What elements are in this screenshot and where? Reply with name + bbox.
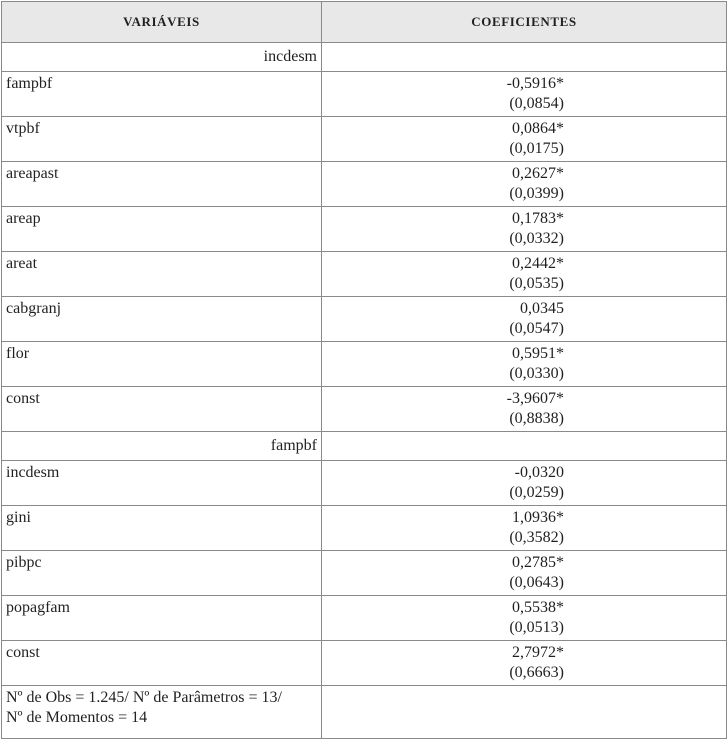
coefficient-value: -3,9607* (506, 390, 564, 407)
standard-error-value: (0,0332) (509, 230, 564, 247)
coefficient-cell (322, 297, 727, 342)
table-row (2, 117, 727, 162)
table-footer-row (2, 686, 727, 739)
coefficient-value: -0,5916* (506, 75, 564, 92)
coefficient-value: 0,2627* (512, 165, 564, 182)
coefficient-cell (322, 551, 727, 596)
table-row (2, 162, 727, 207)
coefficient-cell (322, 596, 727, 641)
variable-name: gini (2, 506, 322, 551)
section-equation-label: fampbf (2, 432, 322, 461)
variable-name: cabgranj (2, 297, 322, 342)
header-variables: VARIÁVEIS (2, 2, 322, 43)
coefficient-cell (322, 117, 727, 162)
sample-info-line-1: Nº de Obs = 1.245/ Nº de Parâmetros = 13/ (6, 689, 282, 706)
table-body (2, 43, 727, 686)
coefficient-value: 1,0936* (512, 509, 564, 526)
coefficient-value: 0,0345 (520, 300, 564, 317)
table-row (2, 252, 727, 297)
coefficient-value: 0,5951* (512, 345, 564, 362)
coefficient-value: 0,0864* (512, 120, 564, 137)
standard-error-value: (0,0854) (509, 95, 564, 112)
standard-error-value: (0,0175) (509, 140, 564, 157)
table-row (2, 207, 727, 252)
standard-error-value: (0,0330) (509, 365, 564, 382)
variable-name: flor (2, 342, 322, 387)
coefficient-cell (322, 342, 727, 387)
coefficient-cell (322, 461, 727, 506)
coefficient-cell (322, 506, 727, 551)
standard-error-value: (0,0513) (509, 619, 564, 636)
coefficient-cell (322, 207, 727, 252)
coefficient-value: 2,7972* (512, 644, 564, 661)
coefficient-cell (322, 252, 727, 297)
table-header-row (2, 2, 727, 43)
variable-name: areap (2, 207, 322, 252)
footer-empty-cell (322, 686, 727, 739)
variable-name: const (2, 641, 322, 686)
variable-name: fampbf (2, 72, 322, 117)
section-row (2, 43, 727, 72)
standard-error-value: (0,8838) (509, 410, 564, 427)
table-row (2, 596, 727, 641)
table-row (2, 551, 727, 596)
variable-name: pibpc (2, 551, 322, 596)
table-row (2, 72, 727, 117)
table-row (2, 297, 727, 342)
variable-name: vtpbf (2, 117, 322, 162)
variable-name: areapast (2, 162, 322, 207)
table-row (2, 342, 727, 387)
standard-error-value: (0,0547) (509, 320, 564, 337)
coefficient-cell (322, 387, 727, 432)
coefficient-cell (322, 72, 727, 117)
coefficient-value: 0,1783* (512, 210, 564, 227)
table-row (2, 387, 727, 432)
regression-table (1, 1, 727, 739)
coefficient-value: -0,0320 (514, 464, 564, 481)
variable-name: const (2, 387, 322, 432)
coefficient-value: 0,2442* (512, 255, 564, 272)
coefficient-value: 0,2785* (512, 554, 564, 571)
variable-name: incdesm (2, 461, 322, 506)
sample-info-note (2, 686, 322, 739)
header-coefficients: COEFICIENTES (322, 2, 727, 43)
section-row (2, 432, 727, 461)
section-empty-cell (322, 432, 727, 461)
standard-error-value: (0,0643) (509, 574, 564, 591)
standard-error-value: (0,6663) (509, 664, 564, 681)
section-equation-label: incdesm (2, 43, 322, 72)
standard-error-value: (0,0399) (509, 185, 564, 202)
variable-name: areat (2, 252, 322, 297)
variable-name: popagfam (2, 596, 322, 641)
section-empty-cell (322, 43, 727, 72)
coefficient-cell (322, 641, 727, 686)
standard-error-value: (0,0259) (509, 484, 564, 501)
table-row (2, 461, 727, 506)
coefficient-cell (322, 162, 727, 207)
table-row (2, 506, 727, 551)
standard-error-value: (0,3582) (509, 529, 564, 546)
table-row (2, 641, 727, 686)
sample-info-line-2: Nº de Momentos = 14 (6, 709, 148, 726)
coefficient-value: 0,5538* (512, 599, 564, 616)
standard-error-value: (0,0535) (509, 275, 564, 292)
